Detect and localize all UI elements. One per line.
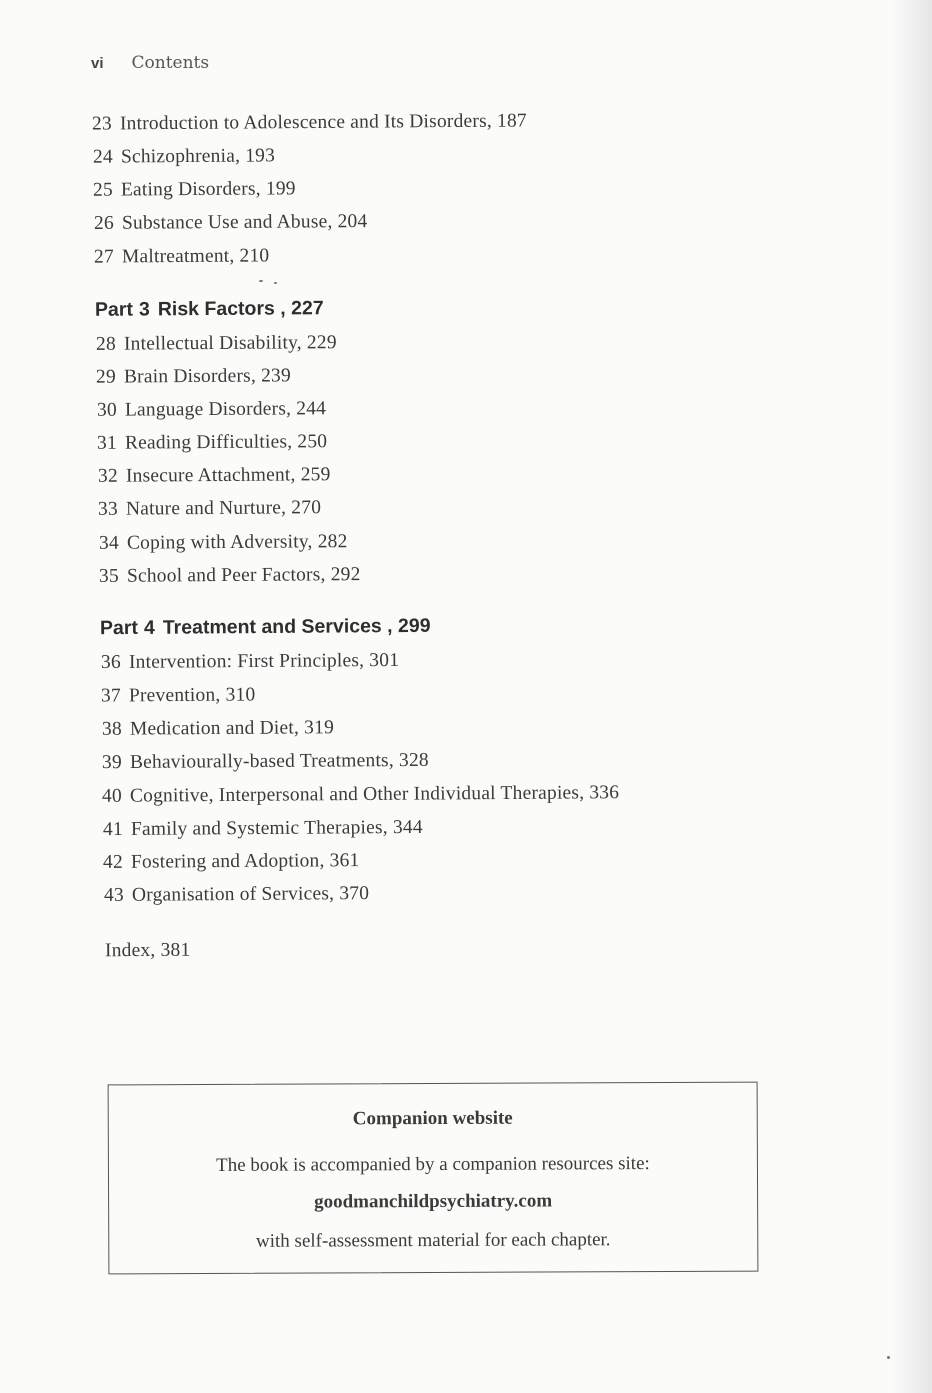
toc-entry-42[interactable] <box>103 850 360 874</box>
toc-entry-40[interactable] <box>102 782 619 808</box>
part-4-heading[interactable] <box>100 615 431 640</box>
chapter-title: Fostering and Adoption, 361 <box>130 850 360 873</box>
chapter-number: 28 <box>95 333 116 355</box>
chapter-number: 42 <box>102 851 123 873</box>
chapter-title: Family and Systemic Therapies, 344 <box>130 816 423 840</box>
toc-entry-26[interactable] <box>94 211 368 235</box>
part-title: Risk Factors , 227 <box>157 297 324 321</box>
toc-entry-37[interactable] <box>101 684 256 707</box>
chapter-title: Language Disorders, 244 <box>124 398 327 421</box>
chapter-number: 39 <box>101 752 122 774</box>
index-label: Index, 381 <box>104 939 191 962</box>
chapter-title: Schizophrenia, 193 <box>120 145 276 168</box>
toc-entry-24[interactable] <box>93 145 275 168</box>
toc-entry-32[interactable] <box>98 464 331 488</box>
part-3-heading[interactable] <box>95 297 324 322</box>
running-head <box>91 53 209 73</box>
chapter-number: 30 <box>96 399 117 421</box>
chapter-number: 35 <box>98 565 119 587</box>
chapter-title: Prevention, 310 <box>128 684 256 707</box>
chapter-title: Intervention: First Principles, 301 <box>128 649 400 673</box>
toc-entry-35[interactable] <box>99 564 361 588</box>
chapter-number: 26 <box>93 212 114 234</box>
chapter-number: 34 <box>98 532 119 554</box>
chapter-title: Cognitive, Interpersonal and Other Individual Therapies, 336 <box>129 782 620 807</box>
companion-description: The book is accompanied by a companion resources site: <box>216 1153 650 1176</box>
chapter-title: Introduction to Adolescence and Its Disorders, 187 <box>119 110 527 135</box>
print-speck <box>259 280 263 282</box>
running-head-title: Contents <box>131 53 210 73</box>
chapter-title: Coping with Adversity, 282 <box>126 531 348 554</box>
toc-entry-index[interactable] <box>105 940 191 963</box>
toc-entry-36[interactable] <box>101 650 399 674</box>
chapter-title: Intellectual Disability, 229 <box>123 332 337 355</box>
chapter-number: 36 <box>100 651 121 674</box>
chapter-number: 32 <box>97 465 118 487</box>
chapter-number: 33 <box>97 498 118 520</box>
chapter-number: 43 <box>103 884 124 906</box>
toc-entry-29[interactable] <box>96 365 291 388</box>
chapter-title: Brain Disorders, 239 <box>123 365 292 388</box>
part-number: 4 <box>143 616 155 639</box>
chapter-title: Insecure Attachment, 259 <box>125 464 331 487</box>
chapter-number: 29 <box>95 366 116 388</box>
chapter-number: 23 <box>91 113 112 135</box>
companion-note: with self-assessment material for each chapter. <box>255 1229 611 1252</box>
toc-entry-23[interactable] <box>92 110 527 135</box>
chapter-number: 40 <box>101 785 122 807</box>
part-number: 3 <box>138 298 150 321</box>
chapter-number: 24 <box>92 146 113 168</box>
page-folio: vi <box>91 55 104 72</box>
chapter-number: 41 <box>102 818 123 841</box>
chapter-title: Substance Use and Abuse, 204 <box>121 211 368 234</box>
toc-entry-43[interactable] <box>104 883 369 907</box>
toc-entry-39[interactable] <box>102 750 429 774</box>
toc-entry-31[interactable] <box>97 431 327 455</box>
chapter-number: 27 <box>93 246 114 268</box>
chapter-number: 31 <box>96 432 117 454</box>
toc-entry-30[interactable] <box>97 398 326 422</box>
part-label: Part <box>99 616 139 640</box>
toc-entry-28[interactable] <box>96 332 337 356</box>
chapter-title: School and Peer Factors, 292 <box>126 564 361 587</box>
companion-url-link[interactable]: goodmanchildpsychiatry.com <box>314 1190 553 1213</box>
print-speck <box>274 282 277 284</box>
chapter-title: Behaviourally-based Treatments, 328 <box>129 749 429 773</box>
companion-website-box <box>108 1082 759 1275</box>
chapter-title: Maltreatment, 210 <box>121 245 270 268</box>
chapter-title: Nature and Nurture, 270 <box>125 497 322 520</box>
chapter-number: 25 <box>92 179 113 201</box>
part-title: Treatment and Services , 299 <box>162 614 431 639</box>
chapter-number: 37 <box>100 685 121 707</box>
toc-entry-27[interactable] <box>94 245 270 268</box>
chapter-title: Reading Difficulties, 250 <box>124 431 328 454</box>
chapter-title: Organisation of Services, 370 <box>131 883 370 906</box>
toc-entry-41[interactable] <box>103 817 423 841</box>
page-edge-shadow <box>892 0 932 1393</box>
chapter-title: Medication and Diet, 319 <box>129 717 335 740</box>
companion-title: Companion website <box>352 1107 513 1130</box>
toc-entry-34[interactable] <box>99 531 348 555</box>
toc-entry-33[interactable] <box>98 497 321 521</box>
print-speck <box>887 1356 890 1359</box>
chapter-title: Eating Disorders, 199 <box>120 178 296 201</box>
chapter-number: 38 <box>101 718 122 740</box>
part-label: Part <box>94 298 134 321</box>
toc-entry-25[interactable] <box>93 178 296 201</box>
toc-entry-38[interactable] <box>102 717 334 741</box>
